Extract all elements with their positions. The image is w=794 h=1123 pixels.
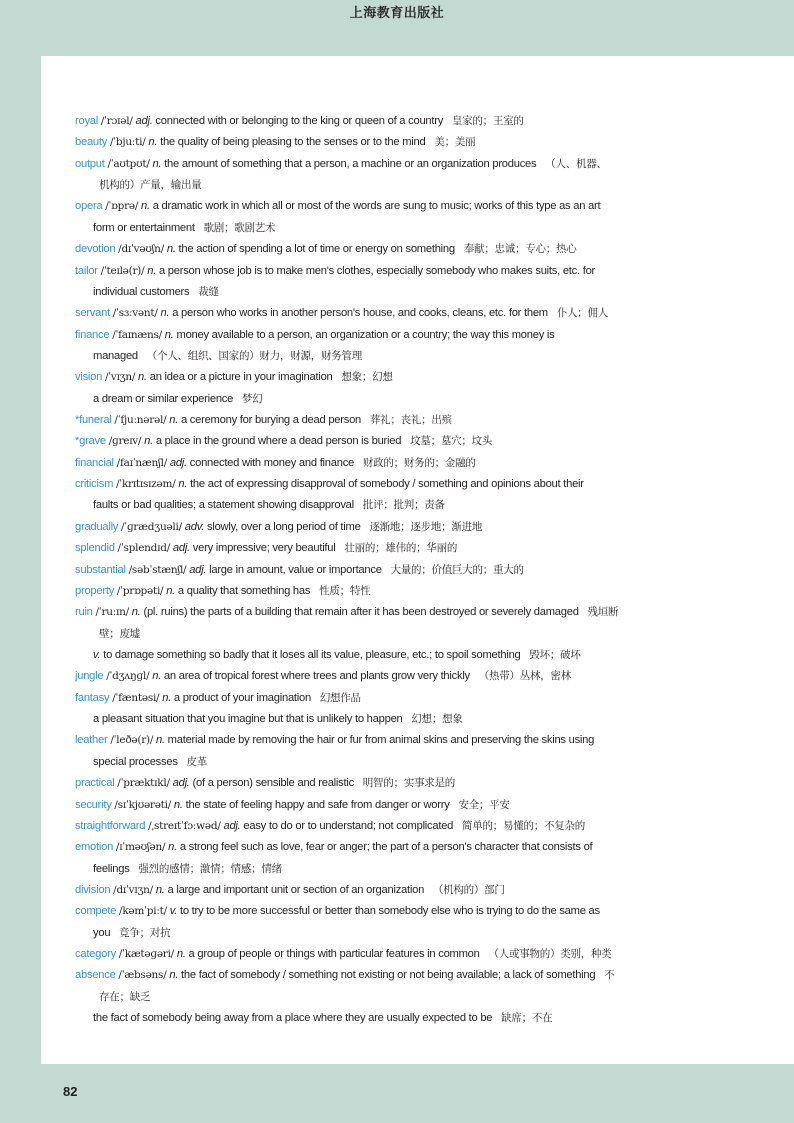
publisher-header: 上海教育出版社 xyxy=(349,6,445,21)
vocab-entry xyxy=(75,816,715,837)
definition: faults or bad qualities; a statement showing disapproval xyxy=(93,499,354,512)
definition: a group of people or things with particular features in common xyxy=(188,948,480,961)
chinese-translation: （人或事物的）类别，种类 xyxy=(488,948,612,961)
vocab-entry xyxy=(75,944,715,965)
vocab-entry xyxy=(75,602,715,623)
vocab-entry-continuation xyxy=(75,709,715,730)
vocab-entry-continuation xyxy=(75,495,715,516)
vocab-entry xyxy=(75,581,715,602)
definition: a dramatic work in which all or most of the words are sung to music; works of this type as an art xyxy=(152,200,601,213)
part-of-speech: adj. xyxy=(172,542,190,555)
headword: leather xyxy=(75,734,108,747)
chinese-translation: 裁缝 xyxy=(198,285,219,298)
vocab-entry-continuation xyxy=(75,218,715,239)
definition: the fact of somebody / something not existing or not being available; a lack of something xyxy=(181,969,596,982)
part-of-speech: n. xyxy=(140,200,150,213)
headword: tailor xyxy=(75,264,98,277)
headword: criticism xyxy=(75,478,114,491)
vocab-entry-continuation xyxy=(75,645,715,666)
definition: individual customers xyxy=(93,285,190,298)
part-of-speech: n. xyxy=(152,670,162,683)
chinese-translation: 存在；缺乏 xyxy=(99,990,151,1003)
chinese-translation: 大量的；价值巨大的；重大的 xyxy=(390,563,524,576)
vocab-entry xyxy=(75,239,715,260)
phonetic: /kəmˈpiːt/ xyxy=(119,905,167,918)
part-of-speech: n. xyxy=(168,841,177,854)
vocab-entry-continuation xyxy=(75,175,715,196)
chinese-translation: 奉献；忠诚；专心；热心 xyxy=(463,243,577,256)
headword: opera xyxy=(75,200,103,213)
headword: emotion xyxy=(75,841,114,854)
part-of-speech: v. xyxy=(169,905,178,918)
phonetic: /ˈkrɪtɪsɪzəm/ xyxy=(116,478,176,491)
phonetic: /ˈkætəɡəri/ xyxy=(118,948,174,961)
part-of-speech: n. xyxy=(138,371,147,384)
chinese-translation: 壮丽的；雄伟的；华丽的 xyxy=(344,542,458,555)
vocab-entry xyxy=(75,560,715,581)
phonetic: /ɪˈməʊʃən/ xyxy=(115,841,166,854)
definition: the action of spending a lot of time or energy on something xyxy=(178,243,455,256)
phonetic: /ˈaʊtpʊt/ xyxy=(107,157,150,170)
phonetic: /faɪˈnænʃl/ xyxy=(116,456,167,469)
phonetic: /ˈɡrædʒuəli/ xyxy=(121,520,182,533)
vocab-entry-continuation xyxy=(75,859,715,880)
headword: security xyxy=(75,798,112,811)
definition: slowly, over a long period of time xyxy=(206,520,361,533)
vocab-entry xyxy=(75,538,715,559)
definition: a dream or similar experience xyxy=(93,392,234,405)
chinese-translation: 想象；幻想 xyxy=(341,371,393,384)
headword: devotion xyxy=(75,243,116,256)
vocab-entry xyxy=(75,132,715,153)
phonetic: /ˈleðə(r)/ xyxy=(110,734,154,747)
definition: a pleasant situation that you imagine but that is unlikely to happen xyxy=(93,713,403,726)
definition: feelings xyxy=(93,862,130,875)
vocab-entry-continuation xyxy=(75,346,715,367)
chinese-translation: 缺席；不在 xyxy=(501,1012,553,1025)
chinese-translation: 美；美丽 xyxy=(434,136,476,149)
vocabulary-list xyxy=(75,111,715,1029)
definition: a person who works in another person's house, and cooks, cleans, etc. for them xyxy=(172,307,548,320)
phonetic: /ˈrɔɪəl/ xyxy=(100,115,133,127)
vocab-entry xyxy=(75,965,715,986)
vocab-entry-continuation xyxy=(75,752,715,773)
definition: material made by removing the hair or fur from animal skins and preserving the skins using xyxy=(167,734,595,747)
definition: managed xyxy=(93,349,138,362)
phonetic: /səbˈstænʃl/ xyxy=(128,563,187,576)
part-of-speech: n. xyxy=(164,328,174,341)
definition: the amount of something that a person, a machine or an organization produces xyxy=(164,157,537,170)
chinese-translation: 机构的）产量，输出量 xyxy=(99,179,202,192)
part-of-speech: adj. xyxy=(172,777,190,790)
chinese-translation: 歌剧；歌剧艺术 xyxy=(203,221,276,234)
definition: the state of feeling happy and safe from danger or worry xyxy=(185,798,450,811)
phonetic: /sɪˈkjʊərəti/ xyxy=(114,798,172,811)
vocab-entry xyxy=(75,901,715,922)
part-of-speech: adv. xyxy=(184,520,205,533)
definition: money available to a person, an organization or a country; the way this money is xyxy=(176,328,555,341)
definition: form or entertainment xyxy=(93,221,195,234)
chinese-translation: 坟墓；墓穴；坟头 xyxy=(410,435,493,448)
vocab-entry-continuation xyxy=(75,282,715,303)
definition: the fact of somebody being away from a place where they are usually expected to be xyxy=(93,1012,493,1025)
chinese-translation: （个人、组织、国家的）财力，财源，财务管理 xyxy=(146,349,363,362)
chinese-translation: 强烈的感情；激情；情感；情绪 xyxy=(138,862,282,875)
chinese-translation: 竞争；对抗 xyxy=(119,926,171,939)
definition: a large and important unit or section of an organization xyxy=(167,883,425,896)
chinese-translation: 残垣断 xyxy=(587,606,619,619)
phonetic: /ˈfaɪnæns/ xyxy=(112,328,162,341)
part-of-speech: n. xyxy=(162,691,172,704)
chinese-translation: 皇家的；王室的 xyxy=(451,115,524,127)
vocab-entry xyxy=(75,325,715,346)
vocab-entry xyxy=(75,795,715,816)
phonetic: /ˈsɜːvənt/ xyxy=(112,307,158,320)
part-of-speech: n. xyxy=(144,435,153,448)
vocab-entry xyxy=(75,837,715,858)
headword: fantasy xyxy=(75,691,110,704)
headword: financial xyxy=(75,456,114,469)
phonetic: /ˈvɪʒn/ xyxy=(104,371,136,384)
definition: an area of tropical forest where trees and plants grow very thickly xyxy=(163,670,470,683)
part-of-speech: n. xyxy=(155,734,165,747)
part-of-speech: n. xyxy=(166,584,176,597)
headword: royal xyxy=(75,115,98,127)
chinese-translation: （人、机器、 xyxy=(545,157,607,170)
phonetic: /ˈæbsəns/ xyxy=(118,969,167,982)
definition: a product of your imagination xyxy=(173,691,311,704)
headword: ruin xyxy=(75,606,93,619)
phonetic: /ɡreɪv/ xyxy=(108,435,142,448)
headword: property xyxy=(75,584,115,597)
part-of-speech: n. xyxy=(160,307,170,320)
part-of-speech: n. xyxy=(178,478,188,491)
chinese-translation: 安全；平安 xyxy=(458,798,510,811)
vocab-entry xyxy=(75,730,715,751)
phonetic: /dɪˈvɪʒn/ xyxy=(113,883,153,896)
chinese-translation: 幻想；想象 xyxy=(411,713,463,726)
part-of-speech: n. xyxy=(173,798,183,811)
vocab-entry xyxy=(75,773,715,794)
chinese-translation: 逐渐地；逐步地；渐进地 xyxy=(369,520,483,533)
headword: vision xyxy=(75,371,103,384)
chinese-translation: 仆人；佣人 xyxy=(556,307,608,320)
chinese-translation: 简单的；易懂的；不复杂的 xyxy=(462,819,586,832)
definition: you xyxy=(93,926,111,939)
vocab-entry-continuation xyxy=(75,1008,715,1029)
vocab-entry xyxy=(75,111,715,132)
chinese-translation: 不 xyxy=(604,969,615,982)
part-of-speech: v. xyxy=(93,648,101,661)
chinese-translation: （热带）丛林，密林 xyxy=(478,670,572,683)
chinese-translation: 批评；批判；责备 xyxy=(362,499,445,512)
headword: compete xyxy=(75,905,117,918)
headword: division xyxy=(75,883,111,896)
part-of-speech: n. xyxy=(176,948,186,961)
chinese-translation: 财政的；财务的；金融的 xyxy=(362,456,476,469)
vocab-entry xyxy=(75,688,715,709)
definition: to try to be more successful or better than somebody else who is trying to do the same as xyxy=(179,905,600,918)
vocab-entry xyxy=(75,431,715,452)
definition: an idea or a picture in your imagination xyxy=(149,371,333,384)
chinese-translation: 幻想作品 xyxy=(319,691,361,704)
phonetic: /dɪˈvəʊʃn/ xyxy=(118,243,164,256)
headword: practical xyxy=(75,777,115,790)
definition: (pl. ruins) the parts of a building that remain after it has been destroyed or severely damaged xyxy=(143,606,579,619)
phonetic: /ˈdʒʌŋɡl/ xyxy=(106,670,150,683)
chinese-translation: 梦幻 xyxy=(241,392,263,405)
phonetic: /ˈteɪlə(r)/ xyxy=(100,264,145,277)
definition: the act of expressing disapproval of somebody / something and opinions about their xyxy=(190,478,584,491)
part-of-speech: n. xyxy=(166,243,176,256)
headword: straightforward xyxy=(75,819,146,832)
headword: substantial xyxy=(75,563,126,576)
headword: finance xyxy=(75,328,110,341)
phonetic: /ˈbjuːti/ xyxy=(109,136,146,149)
phonetic: /ˈruːɪn/ xyxy=(95,606,129,619)
vocab-entry xyxy=(75,154,715,175)
chinese-translation: 壁；废墟 xyxy=(99,627,140,640)
headword: jungle xyxy=(75,670,104,683)
phonetic: /ˈprɒpəti/ xyxy=(116,584,164,597)
headword: *funeral xyxy=(75,414,112,427)
phonetic: /ˈpræktɪkl/ xyxy=(117,777,170,790)
part-of-speech: adj. xyxy=(169,456,187,469)
chinese-translation: 葬礼；丧礼；出殡 xyxy=(369,414,452,427)
vocab-entry xyxy=(75,303,715,324)
headword: beauty xyxy=(75,136,108,149)
phonetic: /ˌstreɪtˈfɔːwəd/ xyxy=(148,819,221,832)
vocab-entry-continuation xyxy=(75,389,715,410)
vocab-entry xyxy=(75,474,715,495)
vocab-entry xyxy=(75,517,715,538)
definition: a place in the ground where a dead person is buried xyxy=(155,435,402,448)
part-of-speech: n. xyxy=(152,157,162,170)
chinese-translation: 明智的；实事求是的 xyxy=(362,777,456,790)
definition: a ceremony for burying a dead person xyxy=(180,414,362,427)
definition: a quality that something has xyxy=(177,584,311,597)
headword: *grave xyxy=(75,435,106,448)
definition: a person whose job is to make men's clothes, especially somebody who makes suits, etc. for xyxy=(158,264,596,277)
definition: large in amount, value or importance xyxy=(209,563,382,576)
chinese-translation: 皮革 xyxy=(186,755,208,768)
part-of-speech: n. xyxy=(155,883,165,896)
definition: to damage something so badly that it loses all its value, pleasure, etc.; to spoil something xyxy=(103,648,521,661)
vocab-entry xyxy=(75,367,715,388)
vocab-entry xyxy=(75,666,715,687)
definition: connected with money and finance xyxy=(189,456,355,469)
part-of-speech: n. xyxy=(169,969,179,982)
phonetic: /ˈfæntəsi/ xyxy=(112,691,160,704)
headword: category xyxy=(75,948,116,961)
vocab-entry xyxy=(75,196,715,217)
headword: servant xyxy=(75,307,110,320)
headword: absence xyxy=(75,969,116,982)
chinese-translation: 性质；特性 xyxy=(319,584,371,597)
definition: very impressive; very beautiful xyxy=(192,542,336,555)
headword: splendid xyxy=(75,542,115,555)
part-of-speech: adj. xyxy=(189,563,207,576)
phonetic: /ˈfjuːnərəl/ xyxy=(114,414,167,427)
vocab-entry xyxy=(75,880,715,901)
definition: (of a person) sensible and realistic xyxy=(192,777,354,790)
part-of-speech: n. xyxy=(147,264,157,277)
phonetic: /ˈsplendɪd/ xyxy=(117,542,171,555)
headword: output xyxy=(75,157,105,170)
vocab-entry-continuation xyxy=(75,987,715,1008)
part-of-speech: adj. xyxy=(223,819,241,832)
definition: easy to do or to understand; not complicated xyxy=(243,819,454,832)
vocab-entry-continuation xyxy=(75,624,715,645)
definition: a strong feel such as love, fear or anger; the part of a person's character that consists of xyxy=(179,841,593,854)
phonetic: /ˈɒprə/ xyxy=(105,200,139,213)
vocab-entry xyxy=(75,410,715,431)
chinese-translation: （机构的）部门 xyxy=(432,883,505,896)
chinese-translation: 毁坏；破坏 xyxy=(529,648,581,661)
definition: the quality of being pleasing to the senses or to the mind xyxy=(160,136,426,149)
part-of-speech: n. xyxy=(169,414,179,427)
vocab-entry xyxy=(75,261,715,282)
vocab-entry-continuation xyxy=(75,923,715,944)
part-of-speech: n. xyxy=(131,606,141,619)
definition: connected with or belonging to the king or queen of a country xyxy=(155,115,444,127)
headword: gradually xyxy=(75,520,119,533)
page-number: 82 xyxy=(63,1084,78,1099)
part-of-speech: adj. xyxy=(135,115,153,127)
part-of-speech: n. xyxy=(148,136,158,149)
vocab-entry xyxy=(75,453,715,474)
definition: special processes xyxy=(93,755,178,768)
